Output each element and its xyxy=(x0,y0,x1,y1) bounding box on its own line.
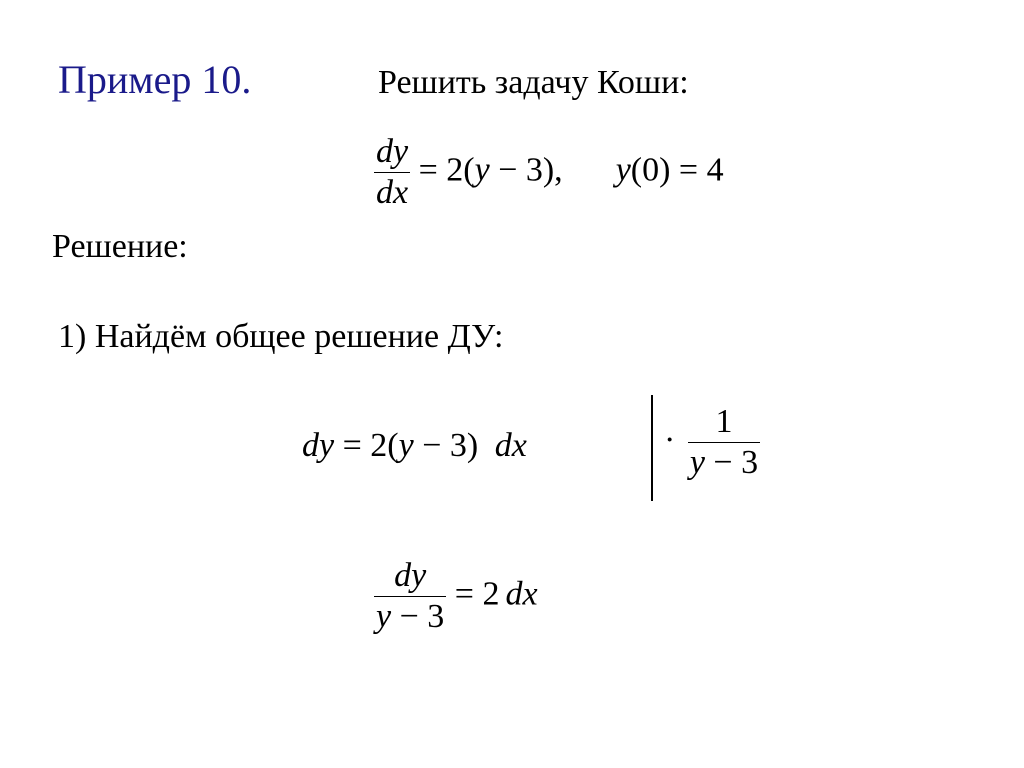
multiplier-dot: · xyxy=(664,421,676,459)
multiplier-denominator-rest: − 3 xyxy=(704,444,759,481)
separated-equation xyxy=(302,426,527,466)
eq2-close: − 3) xyxy=(413,427,479,464)
fraction-denominator: dx xyxy=(376,174,409,211)
multiplier-denominator-y: y xyxy=(689,444,705,481)
multiplier-annotation xyxy=(664,402,760,483)
multiplier-fraction xyxy=(688,402,760,483)
solution-heading: Решение: xyxy=(52,228,188,265)
eq2-dx: dx xyxy=(494,427,527,464)
multiplier-divider-line xyxy=(651,395,653,501)
derivative-fraction xyxy=(374,132,410,213)
fraction-numerator: dy xyxy=(376,133,409,170)
cauchy-equation xyxy=(374,132,724,213)
initial-condition-y: y xyxy=(615,151,631,189)
eq3-denominator-rest: − 3 xyxy=(391,598,445,635)
eq2-y: y xyxy=(398,427,414,464)
eq2-open: = 2( xyxy=(334,427,399,464)
eq3-denominator xyxy=(374,596,446,637)
eq3-fraction xyxy=(374,556,446,637)
example-title: Пример 10. xyxy=(58,57,252,102)
equation-rhs-open: = 2( xyxy=(418,151,475,189)
multiplier-denominator xyxy=(688,442,760,483)
step-1-text: 1) Найдём общее решение ДУ: xyxy=(58,318,504,355)
eq3-rhs: = 2 xyxy=(454,575,500,613)
equation-rhs-y: y xyxy=(474,151,490,189)
divided-equation xyxy=(374,556,538,637)
task-statement: Решить задачу Коши: xyxy=(378,64,689,101)
initial-condition-value: (0) = 4 xyxy=(630,151,724,189)
eq3-numerator: dy xyxy=(394,557,427,594)
eq2-lhs: dy xyxy=(302,427,335,464)
equation-rhs-close: − 3), xyxy=(489,151,563,189)
multiplier-numerator: 1 xyxy=(715,403,733,440)
eq3-dx: dx xyxy=(505,575,538,613)
eq3-denominator-y: y xyxy=(376,598,392,635)
